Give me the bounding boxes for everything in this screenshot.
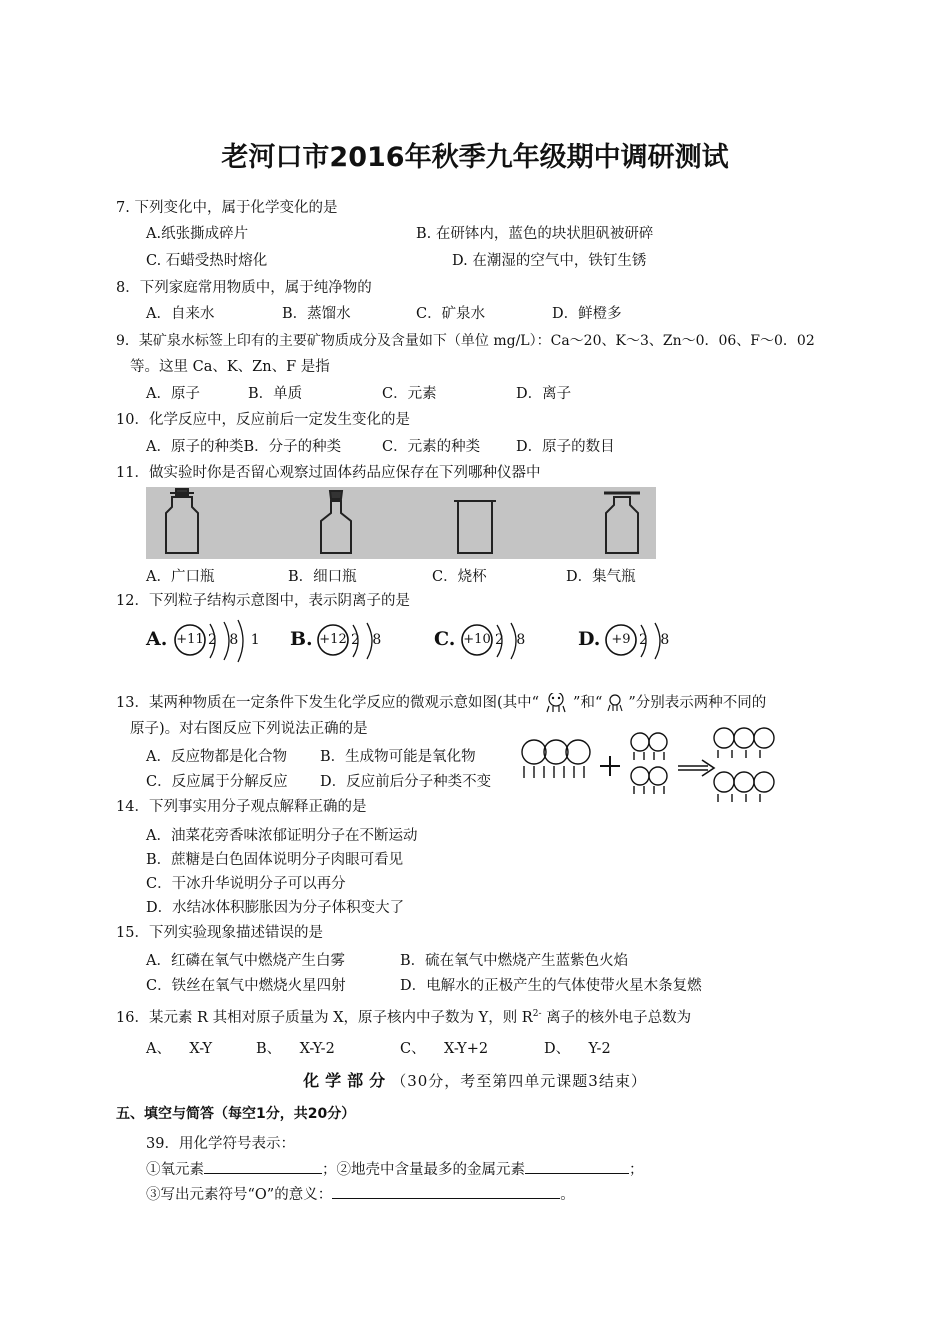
q15-option-c: C．铁丝在氧气中燃烧火星四射 bbox=[146, 978, 346, 994]
q9-option-a: A．原子 bbox=[146, 386, 200, 402]
q15-option-d: D．电解水的正极产生的气体使带火星木条复燃 bbox=[400, 978, 702, 994]
nucleus-charge: +11 bbox=[176, 632, 204, 647]
option-label: C. bbox=[434, 628, 456, 650]
q7-stem: 7. 下列变化中，属于化学变化的是 bbox=[116, 200, 338, 216]
q16-stem-part2: 离子的核外电子总数为 bbox=[546, 1009, 692, 1026]
small-atom-icon bbox=[602, 694, 628, 712]
q16-stem-part1: 16．某元素 R 其相对原子质量为 X，原子核内中子数为 Y，则 R bbox=[116, 1009, 533, 1026]
q16-option-d: D、 Y-2 bbox=[544, 1041, 611, 1057]
q7-option-a: A.纸张撕成碎片 bbox=[146, 226, 249, 242]
q10-stem: 10．化学反应中，反应前后一定发生变化的是 bbox=[116, 412, 410, 428]
q14-stem: 14．下列事实用分子观点解释正确的是 bbox=[116, 799, 367, 815]
section-name: 化学部分 bbox=[303, 1071, 392, 1090]
q9-option-d: D．离子 bbox=[516, 386, 572, 402]
q10-option-ab: A．原子的种类B．分子的种类 bbox=[146, 439, 342, 455]
q13-stem-part2: ”和“ bbox=[573, 695, 603, 711]
q9-stem-line2: 等。这里 Ca、K、Zn、F 是指 bbox=[130, 359, 330, 375]
q7-option-d: D. 在潮湿的空气中，铁钉生锈 bbox=[452, 253, 647, 269]
q11-option-d: D．集气瓶 bbox=[566, 569, 636, 585]
q15-option-a: A．红磷在氧气中燃烧产生白雾 bbox=[146, 953, 345, 969]
q39-oxygen-label: ①氧元素 bbox=[146, 1162, 204, 1178]
q16-charge-sup: 2- bbox=[532, 1009, 542, 1019]
gas-collecting-bottle-icon bbox=[602, 491, 642, 557]
q39-line1-end: ； bbox=[629, 1162, 644, 1178]
q7-option-c: C. 石蜡受热时熔化 bbox=[146, 253, 268, 269]
q13-option-b: B．生成物可能是氧化物 bbox=[320, 749, 476, 765]
option-label: D. bbox=[578, 628, 601, 650]
part5-heading: 五、填空与简答（每空1分，共20分） bbox=[116, 1106, 356, 1122]
q9-option-b: B．单质 bbox=[248, 386, 303, 402]
q39-stem: 39．用化学符号表示： bbox=[146, 1136, 295, 1152]
q8-option-c: C．矿泉水 bbox=[416, 306, 486, 322]
q14-option-c: C．干冰升华说明分子可以再分 bbox=[146, 876, 346, 892]
q8-stem: 8．下列家庭常用物质中，属于纯净物的 bbox=[116, 280, 372, 296]
shell-electrons: 2 8 bbox=[495, 632, 530, 648]
nucleus-charge: +9 bbox=[611, 632, 631, 647]
option-label: B. bbox=[290, 628, 313, 650]
q16-option-b: B、 X-Y-2 bbox=[256, 1041, 335, 1057]
q13-stem-part1: 13．某两种物质在一定条件下发生化学反应的微观示意如图(其中“ bbox=[116, 695, 540, 711]
q11-option-b: B．细口瓶 bbox=[288, 569, 357, 585]
section-note: （30分，考至第四单元课题3结束） bbox=[391, 1072, 647, 1090]
q9-option-c: C．元素 bbox=[382, 386, 437, 402]
q39-meaning-label: ③写出元素符号“O”的意义： bbox=[146, 1187, 333, 1203]
symbol-meaning-blank[interactable] bbox=[332, 1183, 560, 1199]
shell-electrons: 2 8 bbox=[639, 632, 674, 648]
q13-option-a: A．反应物都是化合物 bbox=[146, 749, 287, 765]
shell-electrons: 2 8 bbox=[351, 632, 386, 648]
q12-stem: 12．下列粒子结构示意图中，表示阴离子的是 bbox=[116, 593, 410, 609]
q39-metal-label: ；②地壳中含量最多的金属元素 bbox=[322, 1162, 525, 1178]
large-atom-icon bbox=[539, 693, 573, 713]
shell-electrons: 2 8 1 bbox=[208, 632, 264, 648]
q16-option-a: A、 X-Y bbox=[146, 1041, 213, 1057]
q15-stem: 15．下列实验现象描述错误的是 bbox=[116, 925, 323, 941]
q13-stem-part3: ”分别表示两种不同的 bbox=[628, 695, 767, 711]
q15-option-b: B．硫在氧气中燃烧产生蓝紫色火焰 bbox=[400, 953, 629, 969]
oxygen-symbol-blank[interactable] bbox=[204, 1158, 322, 1174]
q39-line2 bbox=[146, 1183, 575, 1205]
q14-option-d: D．水结冰体积膨胀因为分子体积变大了 bbox=[146, 900, 405, 916]
q13-stem-line2: 原子)。对右图反应下列说法正确的是 bbox=[130, 721, 368, 737]
q10-option-c: C．元素的种类 bbox=[382, 439, 481, 455]
metal-element-blank[interactable] bbox=[525, 1158, 629, 1174]
option-label: A. bbox=[146, 628, 168, 650]
q7-option-b: B. 在研钵内，蓝色的块状胆矾被研碎 bbox=[416, 226, 654, 242]
q11-stem: 11．做实验时你是否留心观察过固体药品应保存在下列哪种仪器中 bbox=[116, 465, 541, 481]
q14-option-a: A．油菜花旁香味浓郁证明分子在不断运动 bbox=[146, 828, 418, 844]
q16-option-c: C、 X-Y+2 bbox=[400, 1041, 489, 1057]
q39-line1 bbox=[146, 1158, 644, 1180]
nucleus-charge: +12 bbox=[319, 632, 347, 647]
q16-stem bbox=[116, 1004, 691, 1028]
narrow-mouth-bottle-icon bbox=[316, 491, 356, 557]
beaker-icon bbox=[452, 499, 498, 555]
q8-option-b: B．蒸馏水 bbox=[282, 306, 351, 322]
q13-option-d: D．反应前后分子种类不变 bbox=[320, 774, 492, 790]
q8-option-d: D．鲜橙多 bbox=[552, 306, 622, 322]
q39-line2-end: 。 bbox=[560, 1187, 575, 1203]
q14-option-b: B．蔗糖是白色固体说明分子肉眼可看见 bbox=[146, 852, 404, 868]
wide-mouth-bottle-icon bbox=[162, 489, 202, 557]
nucleus-charge: +10 bbox=[463, 632, 491, 647]
q11-option-a: A．广口瓶 bbox=[146, 569, 215, 585]
chemistry-section-heading bbox=[0, 1068, 950, 1091]
q8-option-a: A．自来水 bbox=[146, 306, 215, 322]
q13-stem-line1 bbox=[116, 693, 766, 713]
q10-option-d: D．原子的数目 bbox=[516, 439, 615, 455]
q13-option-c: C．反应属于分解反应 bbox=[146, 774, 288, 790]
q9-stem-line1: 9．某矿泉水标签上印有的主要矿物质成分及含量如下（单位 mg/L）：Ca～20、K～3、Zn～0．06、F～0．02 bbox=[116, 333, 815, 349]
page-title: 老河口市2016年秋季九年级期中调研测试 bbox=[221, 142, 729, 173]
apparatus-image-strip bbox=[146, 487, 656, 559]
q11-option-c: C．烧杯 bbox=[432, 569, 487, 585]
reaction-micro-diagram bbox=[520, 722, 770, 808]
